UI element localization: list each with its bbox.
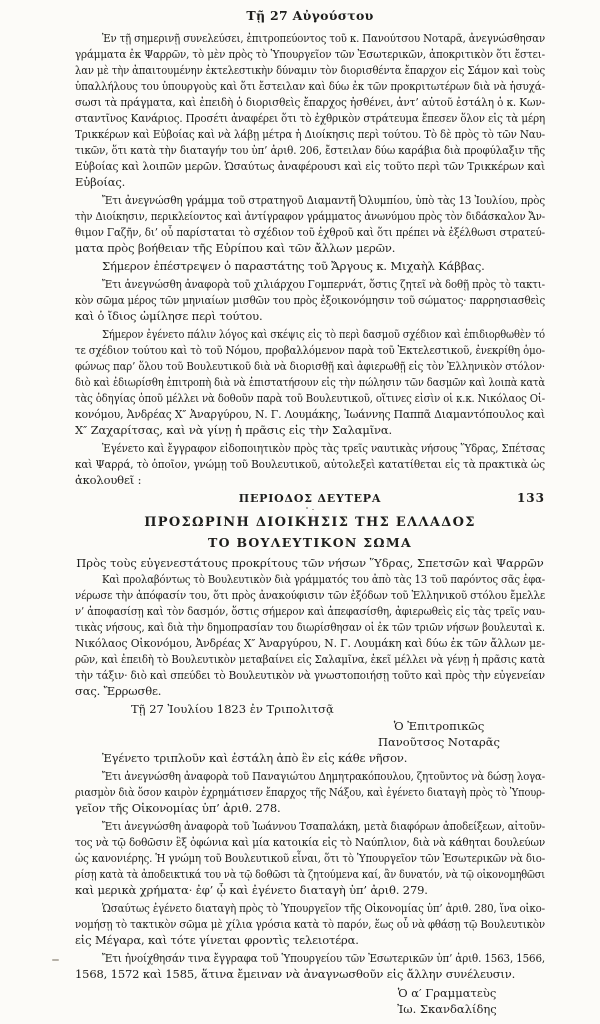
text-line: Ἐγένετο καὶ ἔγγραφον εἰδοποιητικὸν πρὸς τὰς τρεῖς ναυτικὰς νήσους Ὕδρας, Σπέτσας <box>102 441 545 455</box>
paragraph-psara-letters <box>75 30 545 190</box>
text-line: τὴν τάξιν· διὸ καὶ σπεύδει τὸ Βουλευτικὸν νὰ γνωστοποιήσῃ τοῦτο καὶ πρὸς τὴν εὐγενείαν <box>75 668 545 682</box>
paragraph-notice-document <box>75 440 545 488</box>
text-line: 1568, 1572 καὶ 1585, ἅτινα ἔμειναν νὰ ἀναγνωσθοῦν εἰς ἄλλην συνέλευσιν. <box>75 967 516 981</box>
text-line: Καὶ προλαβόντως τὸ Βουλευτικὸν διὰ γράμματός του ἀπὸ τὰς 13 τοῦ παρόντος σᾶς ἐφα- <box>102 572 545 586</box>
text-line: νομήσῃ τὸ τακτικὸν σῶμα μὲ χίλια γρόσια κατὰ τὸ παρόν, ἕως οὗ νὰ φθάσῃ τῷ Βουλευτικὸν <box>75 917 545 931</box>
text-line: ὑπαλλήλους του ὑπουργοὺς καὶ ὅτι ἔστειλαν καὶ δύω ἐκ τῶν προκριτωτέρων διὰ νὰ ἡσυχά- <box>75 79 545 93</box>
text-line: τος νὰ τῷ δοθῶσιν ἓξ ὀφώνια καὶ μία κατοικία εἰς τὸ Ναύπλιον, διὰ νὰ κάθηται δουλεύων <box>75 835 545 849</box>
running-header-title: ΠΕΡΙΟΔΟΣ ΔΕΥΤΕΡΑ <box>238 492 382 505</box>
paragraph-unread-documents <box>75 950 545 982</box>
text-line: Εὐβοίας. <box>75 175 126 189</box>
paragraph-tax-plan <box>75 326 545 438</box>
letter-signature-name: Πανοῦτσος Νοταρᾶς <box>377 735 500 749</box>
text-line: καὶ Ψαρρά, τὸ ὁποῖον, γνώμῃ τοῦ Βουλευτικοῦ, αὐτολεξεὶ κατατίθεται εἰς τὰ πρακτικὰ ὡς <box>75 457 545 471</box>
text-line: ρῶν, καὶ ἐπειδὴ τὸ Βουλευτικὸν μεταβαίνει εἰς Σαλαμῖνα, ἐκεῖ μέλλει νὰ γένῃ ἡ πρᾶσις κατὰ <box>75 652 545 666</box>
paragraph-order-280 <box>75 900 545 948</box>
letter-dateline: Τῇ 27 Ἰουλίου 1823 ἐν Τριπολιτσᾷ <box>131 702 334 716</box>
letter-body <box>75 571 545 699</box>
text-line: Νικόλαος Οἰκονόμου, Ἀνδρέας Χ″ Ἀναργύρου, Ν. Γ. Λουμάκη καὶ δύω ἐκ τῶν ἄλλων με- <box>75 636 545 650</box>
document-heading-legislative-body: ΤΟ ΒΟΥΛΕΥΤΙΚΟΝ ΣΩΜΑ <box>208 535 412 550</box>
text-line: γράμματα ἐκ Ψαρρῶν, τὸ μὲν πρὸς τὸ Ὑπουργεῖον τῶν Ἐσωτερικῶν, ἀποκριτικὸν ὅτι ἔστει- <box>75 47 545 61</box>
text-line: Ὡσαύτως ἐγένετο διαταγὴ πρὸς τὸ Ὑπουργεῖον τῆς Οἰκονομίας ὑπ’ ἀριθ. 280, ἵνα οἰκο- <box>102 901 545 915</box>
text-line: σωσι τὰ πράγματα, καὶ ἐπειδὴ ὁ διορισθεὶς ἔπαρχος ἠσθένει, ἀντ’ αὐτοῦ ἐστάλη ὁ κ. Κων- <box>75 95 545 109</box>
text-line: φώνως παρ’ ὅλου τοῦ Βουλευτικοῦ διὰ νὰ διορισθῇ καὶ ἀφιερωθῇ εἰς τὸν Ἑλληνικὸν στόλον· <box>75 359 545 373</box>
ornament-mark <box>75 506 545 512</box>
letter-signature-role: Ὁ Ἐπιτροπικῶς <box>393 719 485 733</box>
text-line: Ἔτι ἀνεγνώσθη ἀναφορὰ τοῦ χιλιάρχου Γομπερνάτ, ὅστις ζητεῖ νὰ δοθῇ πρὸς τὸ τακτι- <box>102 277 545 291</box>
text-line: ἀκολουθεῖ : <box>75 473 142 487</box>
letter-salutation: Πρὸς τοὺς εὐγενεστάτους προκρίτους τῶν νήσων Ὕδρας, Σπετσῶν καὶ Ψαρρῶν <box>76 556 544 570</box>
text-line: τὴν Διοίκησιν, περικλείοντος καὶ ἀντίγραφον γράμματος ἀνωνύμου πρὸς τὸν διδάσκαλον Ἄν- <box>75 209 545 223</box>
text-line: Εὐβοίας καὶ λοιπῶν μερῶν. Ὡσαύτως ἀναφέρουσι καὶ εἰς τοῦτο περὶ τῶν Τρικκέρων καὶ <box>75 159 545 173</box>
text-line: ν’ ἀποφασίσῃ καὶ τὸν δασμόν, ὅστις σήμερον καὶ ἀπεφασίσθη, ἀφιερωθεὶς εἰς τὰς τρεῖς ναυ- <box>75 604 545 618</box>
secretary-signature-role: Ὁ α′ Γραμματεὺς <box>397 986 497 1000</box>
text-line: νέρωσε τὴν ἀπόφασίν του, ὅτι πρὸς ἀνακούφισιν τῶν ἐξόδων τοῦ Ἑλληνικοῦ στόλου ἔμελλε <box>75 588 545 602</box>
text-line: Ἔτι ἠνοίχθησάν τινα ἔγγραφα τοῦ Ὑπουργείου τῶν Ἐσωτερικῶν ὑπ’ ἀριθ. 1563, 1566, <box>102 951 545 965</box>
paragraph-dimitrakopoulos-report <box>75 768 545 816</box>
text-line: ὡς κανονιέρης. Ἡ γνώμη τοῦ Βουλευτικοῦ εἶναι, ὅτι τὸ Ὑπουργεῖον τῶν Ἐσωτερικῶν νὰ διο- <box>75 851 545 865</box>
paragraph-gombernat-report <box>75 276 545 324</box>
letter-signature-block <box>359 718 519 750</box>
session-date-heading: Τῇ 27 Αὐγούστου <box>246 8 374 23</box>
text-line: ματα πρὸς βοήθειαν τῆς Εὐρίπου καὶ τῶν ἄλλων μερῶν. <box>75 241 396 255</box>
paragraph-kavvas-return <box>75 258 545 274</box>
text-line: τικὰς νήσους, καὶ διὰ τὴν δημοπρασίαν του διωρίσθησαν οἱ ἐκ τῶν τριῶν νήσων βουλευταὶ κ. <box>75 620 545 634</box>
text-line: τικῶν, ὅτι κατὰ τὴν διαταγήν του ὑπ’ ἀριθ. 206, ἔστειλαν δύω καράβια διὰ προφύλαξιν τῆς <box>75 143 545 157</box>
text-line: Ἐγένετο τριπλοῦν καὶ ἐστάλη ἀπὸ ἓν εἰς κάθε νῆσον. <box>102 751 408 765</box>
text-line: κὸν σῶμα μέρος τῶν μηνιαίων μισθῶν του πρὸς ἐξοικονόμησιν τοῦ σώματος· παρρησιασθεὶς <box>75 293 545 307</box>
text-line: τε σχέδιον τούτου καὶ τὸ τοῦ Νόμου, προβαλλόμενον παρὰ τοῦ Ἐκτελεστικοῦ, ἐνεκρίθη ὁμο- <box>75 343 545 357</box>
scan-artifact-mark <box>52 959 59 961</box>
text-line: Σήμερον ἐγένετο πάλιν λόγος καὶ σκέψις εἰς τὸ περὶ δασμοῦ σχέδιον καὶ ἐπιδιορθωθὲν τό <box>102 327 545 341</box>
text-line: ριασμὸν διὰ ὅσον καιρὸν ἐχρημάτισεν ἔπαρχος τῆς Νάξου, καὶ ἐγένετο διαταγὴ πρὸς τὸ Ὑπουρ- <box>75 785 545 799</box>
text-line: καὶ μερικὰ χρήματα· ἐφ’ ᾧ καὶ ἐγένετο διαταγὴ ὑπ’ ἀριθ. 279. <box>75 883 428 897</box>
text-line: Σήμερον ἐπέστρεψεν ὁ παραστάτης τοῦ Ἄργους κ. Μιχαὴλ Κάββας. <box>102 259 485 273</box>
text-line: Τρικκέρων καὶ Εὐβοίας καὶ νὰ λάβῃ μέτρα ἡ Διοίκησις περὶ τούτου. Τὸ δὲ πρὸς τὸ τῶν Ναυ- <box>75 127 545 141</box>
text-line: Ἔτι ἀνεγνώσθη ἀναφορὰ τοῦ Ἰωάννου Τσαπαλάκη, μετὰ διαφόρων ἀποδείξεων, αἰτοῦν- <box>102 819 545 833</box>
page-number: 133 <box>516 491 545 505</box>
text-line: θιμον Γαζῆν, δι’ οὗ παρίσταται τὸ σχέδιον τοῦ ἐχθροῦ καὶ ὅτι πρέπει νὰ ἐξέλθωσι στρατεύ- <box>75 225 545 239</box>
text-line: σας. Ἔρρωσθε. <box>75 684 162 698</box>
secretary-signature-name: Ἰω. Σκανδαλίδης <box>397 1002 497 1016</box>
text-line: κονόμου, Ἀνδρέας Χ″ Ἀναργύρου, Ν. Γ. Λουμάκης, Ἰωάννης Παππᾶ Διαμαντόπουλος καὶ <box>75 407 545 421</box>
text-line: Ἐν τῇ σημερινῇ συνελεύσει, ἐπιτροπεύοντος τοῦ κ. Πανούτσου Νοταρᾶ, ἀνεγνώσθησαν <box>102 31 545 45</box>
running-header <box>75 492 545 506</box>
text-line: τὰς ὁδηγίας ὁποῦ μέλλει νὰ δοθοῦν παρὰ τοῦ Βουλευτικοῦ, οἵτινες εἰσὶν οἱ κ.κ. Νικόλαος Οἰ- <box>75 391 545 405</box>
closing-signature-block <box>372 985 522 1017</box>
text-line: ρίσῃ κατὰ τὰ ἀποδεικτικά του νὰ τῷ δοθῶσι τὰ ζητούμενα καί, ἂν δυνατόν, νὰ τῷ οἰκονομηθῶσι <box>75 867 545 881</box>
text-line: καὶ ὁ ἴδιος ὡμίλησε περὶ τούτου. <box>75 309 263 323</box>
text-line: Ἔτι ἀνεγνώσθη γράμμα τοῦ στρατηγοῦ Διαμαντῆ Ὀλυμπίου, ὑπὸ τὰς 13 Ἰουλίου, πρὸς <box>102 193 545 207</box>
paragraph-triplicate-sent <box>75 750 545 766</box>
text-line: εἰς Μέγαρα, καὶ τότε γίνεται φροντὶς τελειοτέρα. <box>75 933 359 947</box>
paragraph-tsapalakis-report <box>75 818 545 898</box>
text-line: σταντῖνος Κανάριος. Προσέτι ἀναφέρει ὅτι τὸ ἐχθρικὸν στράτευμα ἔπεσεν ὅλον εἰς τὰ μέρη <box>75 111 545 125</box>
text-line: Χ″ Ζαχαρίτσας, καὶ νὰ γίνῃ ἡ πρᾶσις εἰς τὴν Σαλαμῖνα. <box>75 423 393 437</box>
text-line: Ἔτι ἀνεγνώσθη ἀναφορὰ τοῦ Παναγιώτου Δημητρακόπουλου, ζητοῦντος νὰ δώσῃ λογα- <box>102 769 545 783</box>
document-heading-administration: ΠΡΟΣΩΡΙΝΗ ΔΙΟΙΚΗΣΙΣ ΤΗΣ ΕΛΛΑΔΟΣ <box>144 515 476 530</box>
text-line: λαν μὲ τὴν ἀπαιτουμένην ἐκτελεστικὴν δύναμιν τὸν διορισθέντα ἔπαρχον εἰς Σάμον καὶ τοὺς <box>75 63 545 77</box>
text-line: γεῖον τῆς Οἰκονομίας ὑπ’ ἀριθ. 278. <box>75 801 281 815</box>
text-line: διὸ καὶ ἐδιωρίσθη ἐπιτροπὴ διὰ νὰ ἐπιστατήσουν εἰς τὴν πώλησιν τῶν δασμῶν καὶ λοιπὰ κατὰ <box>75 375 545 389</box>
paragraph-olympios-letter <box>75 192 545 256</box>
